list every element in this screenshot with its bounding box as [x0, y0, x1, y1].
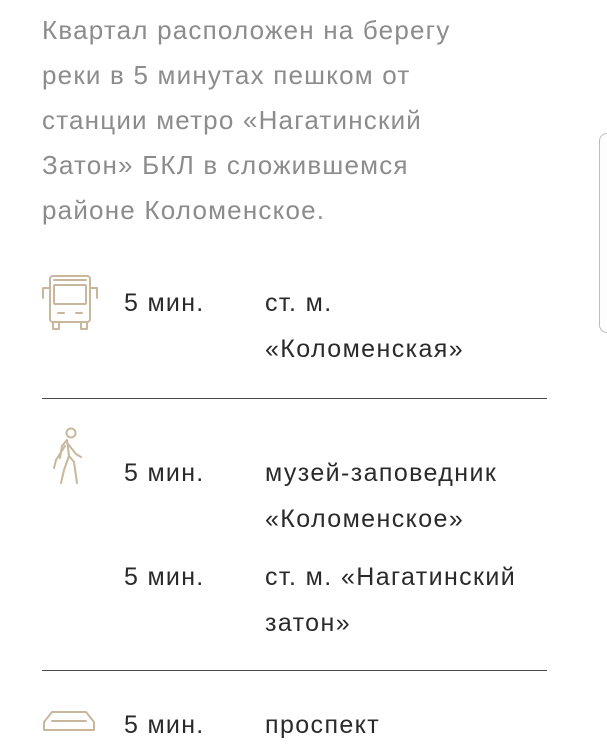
destination-line: проспект — [265, 711, 381, 739]
destination-line: «Коломенская» — [265, 335, 465, 363]
destination-line: ст. м. — [265, 289, 333, 317]
destination — [265, 450, 565, 542]
destination-line: ст. м. «Нагатинский — [265, 563, 517, 591]
destination — [265, 554, 565, 646]
destination-line: «Коломенское» — [265, 505, 465, 533]
divider — [42, 670, 547, 671]
intro-line: Квартал расположен на берегу — [42, 15, 451, 45]
bus-icon — [40, 274, 100, 332]
travel-time: 5 мин. — [124, 289, 205, 317]
destination-line: затон» — [265, 609, 352, 637]
divider — [42, 398, 547, 399]
walking-person-icon — [50, 426, 86, 486]
destination — [265, 280, 565, 372]
intro-line: реки в 5 минутах пешком от — [42, 60, 411, 90]
destination — [265, 702, 565, 748]
destination-line: музей-заповедник — [265, 459, 498, 487]
intro-text — [42, 8, 522, 233]
intro-line: Затон» БКЛ в сложившемся — [42, 150, 409, 180]
intro-line: районе Коломенское. — [42, 195, 326, 225]
scrollbar-handle[interactable] — [599, 133, 607, 333]
intro-line: станции метро «Нагатинский — [42, 105, 423, 135]
travel-time: 5 мин. — [124, 563, 205, 591]
travel-time: 5 мин. — [124, 711, 205, 739]
car-icon — [40, 708, 100, 738]
travel-time: 5 мин. — [124, 459, 205, 487]
